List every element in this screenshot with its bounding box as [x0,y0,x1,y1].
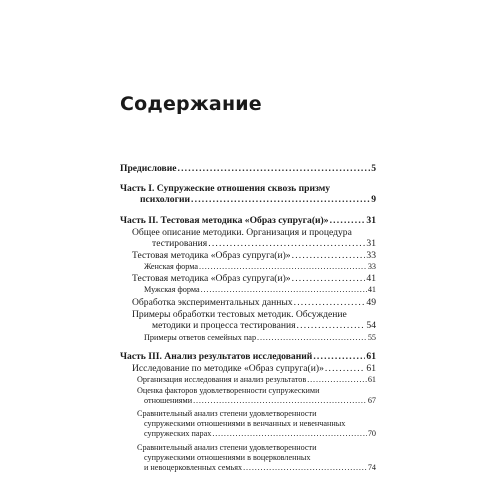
toc-page-number: 33 [366,250,376,261]
toc-entry-title: Часть II. Тестовая методика «Образ супруга(и)» [120,215,329,226]
toc-page-number: 41 [367,285,376,294]
dot-leader [208,238,365,249]
toc-entry-processing-examples[interactable] [132,309,376,331]
toc-entry-study[interactable] [132,363,376,374]
toc-entry-title-cont: супружескими отношениями в венчанных и невенчанных [144,419,346,428]
dot-leader [330,215,366,226]
toc-page-number: 49 [366,297,376,308]
toc-page-number: 70 [367,429,376,438]
toc-page-number: 33 [367,262,376,271]
toc-page-number: 55 [367,333,376,342]
page-title: Содержание [120,93,262,115]
toc-entry-study-organization[interactable] [137,375,376,385]
toc-entry-part-2[interactable] [120,215,376,226]
toc-entry-title: Сравнительный анализ степени удовлетворенности [137,443,317,452]
toc-entry-title: Предисловие [120,163,177,174]
toc-entry-female-form[interactable] [144,262,376,272]
toc-entry-title-cont: отношениями [144,396,193,405]
dot-leader [325,363,366,374]
toc-page-number: 5 [371,163,376,174]
toc-entry-method-overview[interactable] [132,227,376,249]
toc-page-number: 67 [367,396,376,405]
toc-entry-answer-examples[interactable] [144,333,376,343]
dot-leader [294,297,366,308]
toc-page-number: 41 [366,273,376,284]
dot-leader [177,163,370,174]
toc-page-number: 31 [366,215,376,226]
toc-entry-factors[interactable] [137,386,376,406]
toc-entry-title: Общее описание методики. Организация и процедура [132,227,352,238]
toc-entry-title: Исследование по методике «Образ супруга(и)» [132,363,324,374]
dot-leader [193,396,367,406]
toc-entry-title: Женская форма [144,262,198,271]
toc-entry-title-cont: супружескими отношениями в воцерковленных [144,453,311,462]
toc-entry-title-cont: психологии [140,194,191,205]
toc-entry-title-cont: и невоцерковленных семьях [144,463,243,472]
toc-entry-part-3[interactable] [120,351,376,362]
toc-entry-title: Организация исследования и анализ результатов [137,375,307,384]
toc-entry-title: Тестовая методика «Образ супруга(и)» [132,273,291,284]
dot-leader [307,375,367,385]
toc-entry-title: Мужская форма [144,285,200,294]
toc-entry-title: Обработка экспериментальных данных [132,297,293,308]
dot-leader [297,320,366,331]
toc-page-number: 61 [366,363,376,374]
toc-page-number: 61 [366,351,376,362]
dot-leader [313,351,365,362]
dot-leader [199,262,367,272]
toc-entry-title: Часть III. Анализ результатов исследований [120,351,313,362]
toc-entry-comparison-church[interactable] [137,443,376,473]
toc-page-number: 54 [366,320,376,331]
toc-entry-test-method-female[interactable] [132,250,376,261]
dot-leader [243,463,367,473]
toc-entry-preface[interactable] [120,163,376,174]
toc-entry-title: Примеры ответов семейных пар [144,333,257,342]
toc-entry-title-cont: супружеских парах [144,429,212,438]
dot-leader [257,333,367,343]
dot-leader [212,429,366,439]
toc-page-number: 74 [367,463,376,472]
toc-page-number: 61 [367,375,376,384]
toc-entry-title-cont: методики и процесса тестирования [152,320,296,331]
toc-page-number: 9 [371,194,376,205]
dot-leader [201,285,367,295]
toc-entry-title: Часть I. Супружеские отношения сквозь призму [120,183,331,194]
toc-entry-comparison-married[interactable] [137,409,376,439]
toc-entry-test-method-male[interactable] [132,273,376,284]
dot-leader [191,194,370,205]
toc-entry-title: Тестовая методика «Образ супруга(и)» [132,250,291,261]
toc-entry-data-processing[interactable] [132,297,376,308]
toc-entry-title-cont: тестирования [152,238,208,249]
dot-leader [292,273,366,284]
toc-entry-part-1[interactable] [120,183,376,205]
toc-entry-male-form[interactable] [144,285,376,295]
toc-page-number: 31 [366,238,376,249]
toc-entry-title: Оценка факторов удовлетворенности супружескими [137,386,320,395]
dot-leader [292,250,366,261]
toc-entry-title: Примеры обработки тестовых методик. Обсуждение [132,309,347,320]
toc-entry-title: Сравнительный анализ степени удовлетворенности [137,409,317,418]
